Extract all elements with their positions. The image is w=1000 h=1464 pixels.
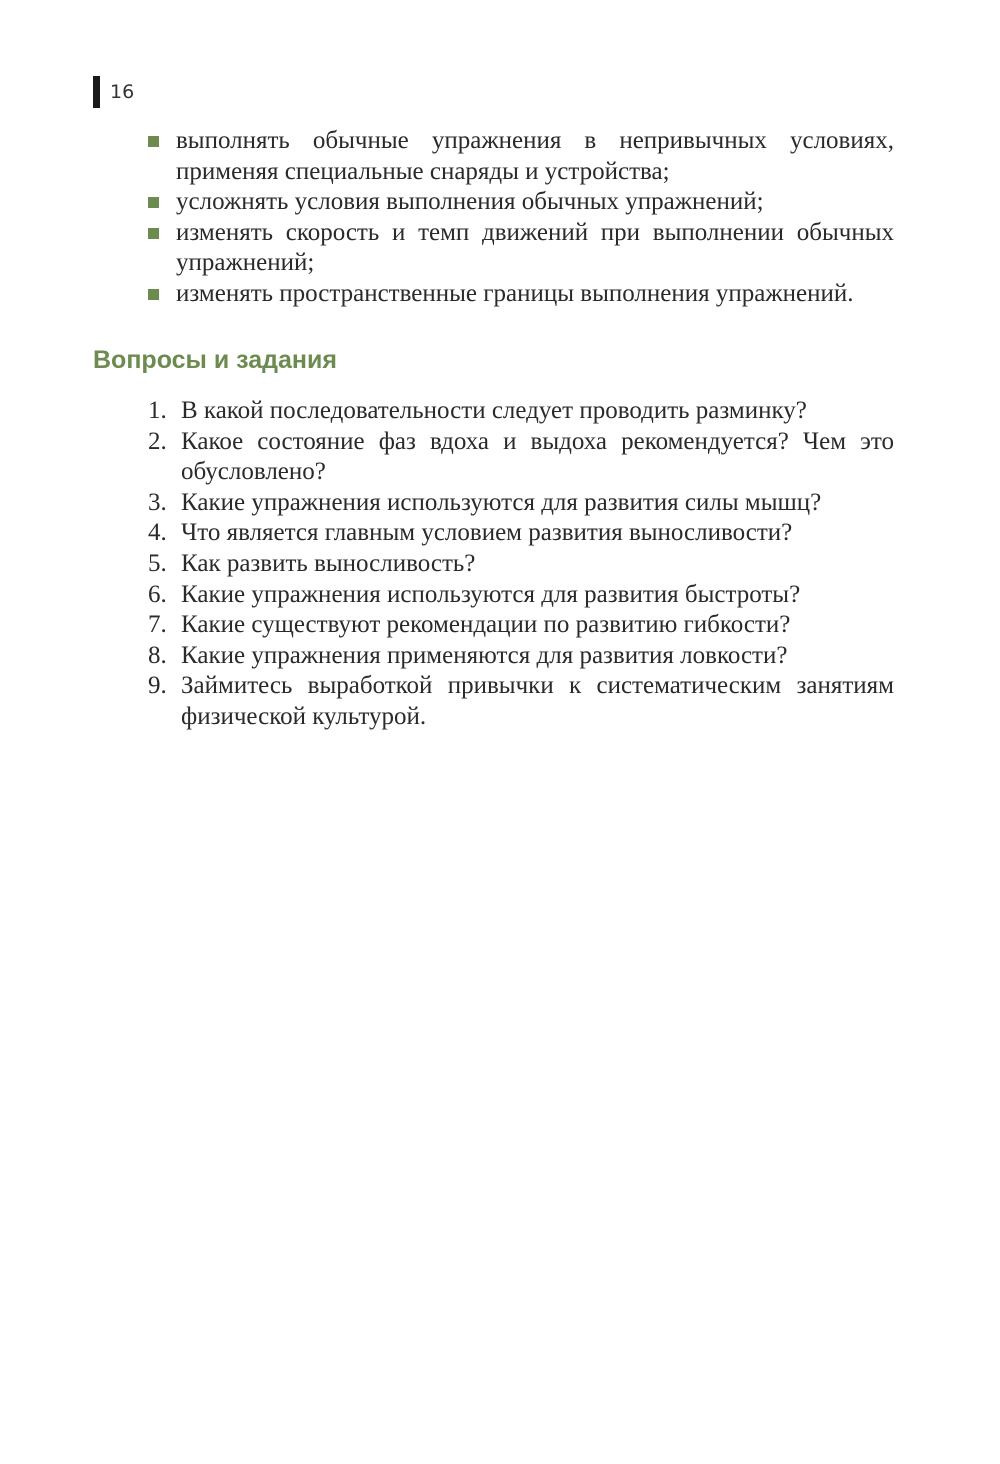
square-bullet-icon (148, 136, 159, 147)
bullet-text: изменять пространственные границы выполнения упражнений. (176, 279, 854, 307)
bullet-item (148, 218, 894, 279)
question-text: В какой последовательности следует проводить разминку? (181, 397, 807, 424)
bullet-item (148, 279, 894, 310)
question-item (148, 518, 894, 549)
bullet-text: выполнять обычные упражнения в непривычных условиях, применяя специальные снаряды и устройства; (176, 127, 894, 185)
question-item (148, 580, 894, 611)
question-item (148, 610, 894, 641)
question-text: Займитесь выработкой привычки к систематическим занятиям физической культурой. (181, 672, 894, 730)
question-text: Какие упражнения используются для развития силы мышц? (181, 488, 822, 516)
question-item (148, 641, 894, 672)
question-number: 7. (148, 611, 167, 639)
question-text: Какие существуют рекомендации по развитию гибкости? (181, 611, 791, 639)
bullet-item (148, 187, 894, 218)
square-bullet-icon (148, 289, 159, 300)
question-item (148, 671, 894, 732)
question-number: 2. (148, 427, 167, 455)
question-number: 9. (148, 672, 167, 700)
question-text: Какие упражнения применяются для развития ловкости? (181, 641, 788, 669)
question-text: Какие упражнения используются для развития быстроты? (181, 580, 801, 608)
question-number: 8. (148, 641, 167, 669)
page-number-text: 16 (110, 81, 135, 103)
bullet-text: усложнять условия выполнения обычных упражнений; (176, 188, 764, 216)
question-number: 3. (148, 488, 167, 516)
question-number: 4. (148, 519, 167, 547)
page-number (93, 76, 134, 108)
bullet-text: изменять скорость и темп движений при выполнении обычных упражнений; (176, 218, 894, 277)
section-heading: Вопросы и задания (93, 346, 337, 374)
bullet-item (148, 126, 894, 187)
question-number: 1. (148, 397, 167, 424)
question-item (148, 427, 894, 488)
question-item (148, 488, 894, 519)
question-item (148, 396, 894, 427)
page-number-bar (93, 76, 100, 108)
question-item (148, 549, 894, 580)
square-bullet-icon (148, 197, 159, 208)
question-number: 5. (148, 549, 167, 577)
question-text: Что является главным условием развития выносливости? (181, 519, 793, 547)
square-bullet-icon (148, 228, 159, 239)
question-text: Как развить выносливость? (181, 549, 476, 577)
bullet-list (148, 126, 894, 310)
questions-list (148, 396, 894, 733)
question-text: Какое состояние фаз вдоха и выдоха рекомендуется? Чем это обусловлено? (181, 427, 894, 486)
question-number: 6. (148, 580, 167, 608)
